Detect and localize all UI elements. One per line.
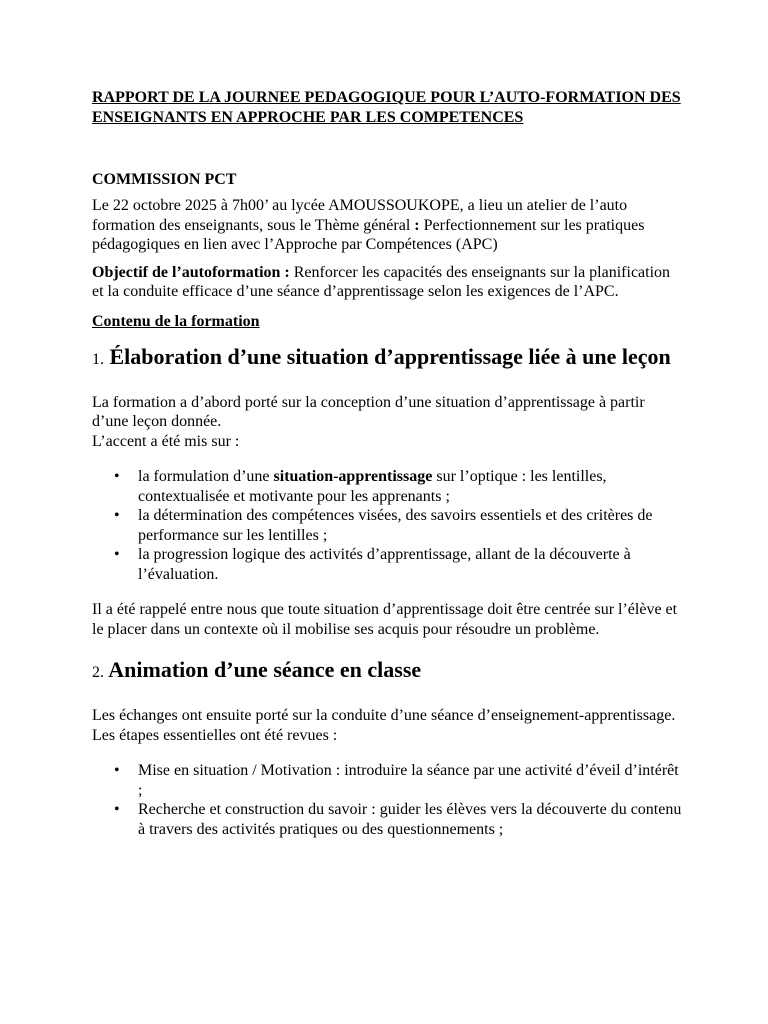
objective-paragraph	[92, 263, 682, 302]
list-item	[114, 800, 682, 839]
bullet-icon: •	[114, 801, 120, 818]
section-2-number: 2.	[92, 664, 104, 681]
section-1-intro-line-1: La formation a d’abord porté sur la conception d’une situation d’apprentissage à partir d’une leçon donnée.	[92, 393, 645, 430]
list-item-text: Mise en situation / Motivation : introduire la séance par une activité d’éveil d’intérêt ;	[138, 762, 679, 799]
section-1-intro-line-2: L’accent a été mis sur :	[92, 432, 240, 450]
intro-paragraph	[92, 196, 682, 255]
section-1-number: 1.	[92, 350, 104, 368]
document-page	[92, 88, 682, 855]
list-item	[114, 545, 682, 584]
section-2-intro-line-2: Les étapes essentielles ont été revues :	[92, 726, 338, 744]
report-title: RAPPORT DE LA JOURNEE PEDAGOGIQUE POUR L’AUTO-FORMATION DES ENSEIGNANTS EN APPROCHE PAR LES COMPETENCES	[92, 89, 681, 126]
list-item-text: la détermination des compétences visées, des savoirs essentiels et des critères de performance sur les lentilles ;	[138, 507, 653, 544]
bullet-icon: •	[114, 468, 120, 485]
list-item-text-start: la formulation d’une	[138, 468, 274, 485]
section-2-intro	[92, 706, 682, 745]
intro-text-start: Le 22 octobre 2025 à 7h00’ au lycée AMOUSSOUKOPE, a lieu un atelier de l’auto formation des enseignants, sous le Thème général	[92, 197, 628, 234]
objective-label: Objectif de l’autoformation :	[92, 263, 290, 281]
list-item	[114, 506, 682, 545]
bullet-icon: •	[114, 507, 120, 524]
section-2-title: Animation d’une séance en classe	[104, 657, 422, 682]
list-item	[114, 761, 682, 800]
list-item-text: Recherche et construction du savoir : guider les élèves vers la découverte du contenu à travers des activités pratiques ou des questionnements ;	[138, 801, 682, 838]
section-1-conclusion: Il a été rappelé entre nous que toute situation d’apprentissage doit être centrée sur l’élève et le placer dans un contexte où il mobilise ses acquis pour résoudre un problème.	[92, 601, 678, 638]
section-2-list	[92, 761, 682, 839]
section-1-heading	[92, 344, 682, 373]
intro-text-end: Perfectionnement sur les pratiques pédagogiques en lien avec l’Approche par Compétences (APC)	[92, 216, 645, 253]
bullet-icon: •	[114, 546, 120, 563]
list-item-text-end: sur l’optique : les lentilles, contextualisée et motivante pour les apprenants ;	[138, 468, 607, 505]
section-1-title: Élaboration d’une situation d’apprentissage liée à une leçon	[104, 343, 671, 369]
intro-colon: :	[414, 216, 420, 234]
section-1-intro	[92, 393, 682, 452]
section-1-list	[92, 467, 682, 584]
section-2-intro-line-1: Les échanges ont ensuite porté sur la conduite d’une séance d’enseignement-apprentissage.	[92, 707, 676, 724]
objective-text: Renforcer les capacités des enseignants sur la planification et la conduite efficace d’une séance d’apprentissage selon les exigences de l’APC.	[92, 263, 671, 300]
list-item-text: la progression logique des activités d’apprentissage, allant de la découverte à l’évaluation.	[138, 546, 631, 583]
commission-heading: COMMISSION PCT	[92, 171, 237, 188]
content-heading: Contenu de la formation	[92, 312, 260, 330]
section-2-heading	[92, 657, 682, 686]
list-item	[114, 467, 682, 506]
list-item-bold-term: situation-apprentissage	[273, 468, 433, 485]
bullet-icon: •	[114, 762, 120, 779]
